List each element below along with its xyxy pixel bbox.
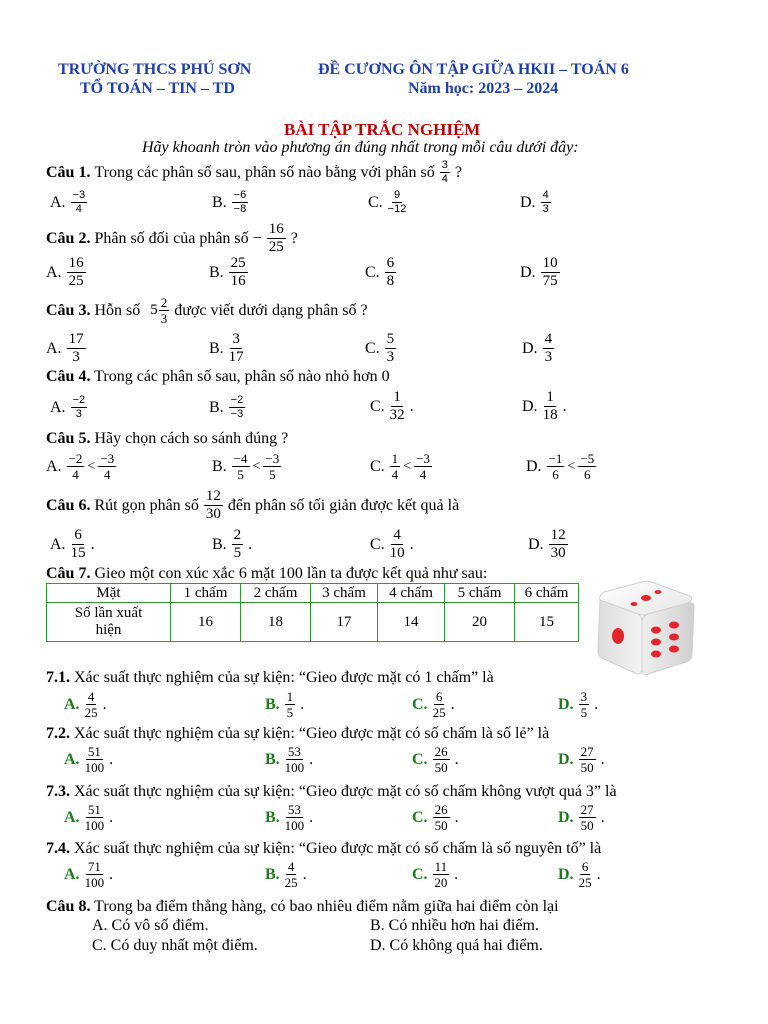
question-7: Câu 7. Gieo một con xúc xắc 6 mặt 100 lần ta được kết quả như sau: — [46, 565, 488, 582]
q74-option-c[interactable]: C. 11 20 . — [412, 859, 459, 890]
q1-option-a[interactable]: A. −3 4 — [50, 189, 86, 215]
q4-option-d[interactable]: D. 1 18 . — [522, 389, 567, 423]
q3-option-d[interactable]: D. 4 3 — [522, 331, 553, 365]
q72-option-d[interactable]: D. 27 50 . — [558, 744, 605, 775]
q71-option-c[interactable]: C. 6 25 . — [412, 689, 455, 720]
q8-option-d[interactable]: D. Có không quá hai điểm. — [370, 937, 543, 954]
question-7-3: 7.3. Xác suất thực nghiệm của sự kiện: “Gieo được mặt có số chấm không vượt quá 3” là — [46, 783, 617, 800]
q3-option-c[interactable]: C. 5 3 — [365, 331, 395, 365]
school-name: TRƯỜNG THCS PHÚ SƠN — [58, 61, 252, 78]
table-header-cell: 2 chấm — [241, 584, 311, 603]
q71-option-d[interactable]: D. 3 5 . — [558, 689, 599, 720]
table-cell: 14 — [378, 603, 445, 642]
q1-label: Câu 1. — [46, 163, 91, 181]
question-6: Câu 6. Rút gọn phân số 12 30 đến phân số tối giản được kết quả là — [46, 488, 460, 522]
q6-option-a[interactable]: A. 6 15 . — [50, 527, 95, 561]
q72-option-b[interactable]: B. 53 100 . — [265, 744, 314, 775]
q71-option-a[interactable]: A. 4 25 . — [64, 689, 107, 720]
q3-option-a[interactable]: A. 17 3 — [46, 331, 84, 365]
question-3: Câu 3. Hỗn số 5 2 3 được viết dưới dạng phân số ? — [46, 295, 368, 326]
q2-option-d[interactable]: D. 10 75 — [520, 255, 558, 289]
q5-option-b[interactable]: B. −4 5 < −3 5 — [212, 451, 280, 482]
q2-fraction: $\frac{16}{25}$ — [268, 221, 284, 255]
question-7-1: 7.1. Xác suất thực nghiệm của sự kiện: “Gieo được mặt có 1 chấm” là — [46, 669, 494, 686]
table-cell: 18 — [241, 603, 311, 642]
q74-option-a[interactable]: A. 71 100 . — [64, 859, 114, 890]
table-cell: 20 — [445, 603, 515, 642]
table-header-cell: 3 chấm — [311, 584, 378, 603]
q2-option-a[interactable]: A. 16 25 — [46, 255, 84, 289]
q74-option-d[interactable]: D. 6 25 . — [558, 859, 601, 890]
table-row-head: Số lần xuất hiện — [47, 603, 171, 642]
q1-option-c[interactable]: C. 9 −12 — [368, 189, 407, 215]
table-header-cell: 4 chấm — [378, 584, 445, 603]
q1-text: Trong các phân số sau, phân số nào bằng với phân số — [94, 163, 435, 181]
q4-option-c[interactable]: C. 1 32 . — [370, 389, 414, 423]
frequency-table — [46, 583, 579, 642]
table-header-cell: 1 chấm — [171, 584, 241, 603]
document-title: ĐỀ CƯƠNG ÔN TẬP GIỮA HKII – TOÁN 6 — [318, 61, 629, 78]
question-4: Câu 4. Trong các phân số sau, phân số nào nhỏ hơn 0 — [46, 368, 390, 385]
q8-option-c[interactable]: C. Có duy nhất một điểm. — [92, 937, 258, 954]
q4-option-b[interactable]: B. −2 −3 — [209, 394, 244, 420]
q6-option-b[interactable]: B. 2 5 . — [212, 527, 253, 561]
instruction: Hãy khoanh tròn vào phương án đúng nhất trong mỗi câu dưới đây: — [142, 139, 579, 156]
question-8: Câu 8. Trong ba điểm thẳng hàng, có bao nhiêu điểm nằm giữa hai điểm còn lại — [46, 898, 559, 915]
q8-option-b[interactable]: B. Có nhiều hơn hai điểm. — [370, 917, 539, 934]
question-2: Câu 2. Phân số đối của phân số − $\frac{16}{25}$ ? — [46, 221, 298, 255]
q2-option-c[interactable]: C. 6 8 — [365, 255, 395, 289]
q74-option-b[interactable]: B. 4 25 . — [265, 859, 307, 890]
q73-option-b[interactable]: B. 53 100 . — [265, 802, 314, 833]
q6-option-c[interactable]: C. 4 10 . — [370, 527, 414, 561]
q8-option-a[interactable]: A. Có vô số điểm. — [92, 917, 209, 934]
q1-option-d[interactable]: D. 4 3 — [520, 189, 549, 215]
question-5: Câu 5. Hãy chọn cách so sánh đúng ? — [46, 430, 289, 447]
table-header-cell: Mặt — [47, 584, 171, 603]
q3-mixed-number: 5 2 3 — [150, 295, 168, 326]
table-header-cell: 6 chấm — [515, 584, 579, 603]
q3-option-b[interactable]: B. 3 17 — [209, 331, 244, 365]
q73-option-a[interactable]: A. 51 100 . — [64, 802, 114, 833]
dice-icon — [590, 578, 700, 678]
question-7-4: 7.4. Xác suất thực nghiệm của sự kiện: “Gieo được mặt có số chấm là số nguyên tố” là — [46, 840, 602, 857]
q73-option-c[interactable]: C. 26 50 . — [412, 802, 459, 833]
q2-option-b[interactable]: B. 25 16 — [209, 255, 246, 289]
table-cell: 17 — [311, 603, 378, 642]
q5-option-a[interactable]: A. −2 4 < −3 4 — [46, 451, 115, 482]
q5-option-d[interactable]: D. −1 6 < −5 6 — [526, 451, 595, 482]
q6-fraction: 12 30 — [205, 488, 221, 522]
table-cell: 15 — [515, 603, 579, 642]
question-1: Câu 1. Trong các phân số sau, phân số nào bằng với phân số 3 4 ? — [46, 159, 462, 185]
q72-option-a[interactable]: A. 51 100 . — [64, 744, 114, 775]
department-name: TỔ TOÁN – TIN – TD — [80, 80, 235, 97]
q4-option-a[interactable]: A. −2 3 — [50, 394, 86, 420]
q71-option-b[interactable]: B. 1 5 . — [265, 689, 305, 720]
q5-option-c[interactable]: C. 1 4 < −3 4 — [370, 451, 430, 482]
q72-option-c[interactable]: C. 26 50 . — [412, 744, 459, 775]
table-header-cell: 5 chấm — [445, 584, 515, 603]
q1-fraction: 3 4 — [441, 159, 448, 185]
section-title: BÀI TẬP TRẮC NGHIỆM — [284, 120, 481, 139]
table-cell: 16 — [171, 603, 241, 642]
q73-option-d[interactable]: D. 27 50 . — [558, 802, 605, 833]
q1-option-b[interactable]: B. −6 −8 — [212, 189, 247, 215]
q6-option-d[interactable]: D. 12 30 — [528, 527, 566, 561]
school-year: Năm học: 2023 – 2024 — [408, 80, 559, 97]
question-7-2: 7.2. Xác suất thực nghiệm của sự kiện: “Gieo được mặt có số chấm là số lẻ” là — [46, 725, 550, 742]
